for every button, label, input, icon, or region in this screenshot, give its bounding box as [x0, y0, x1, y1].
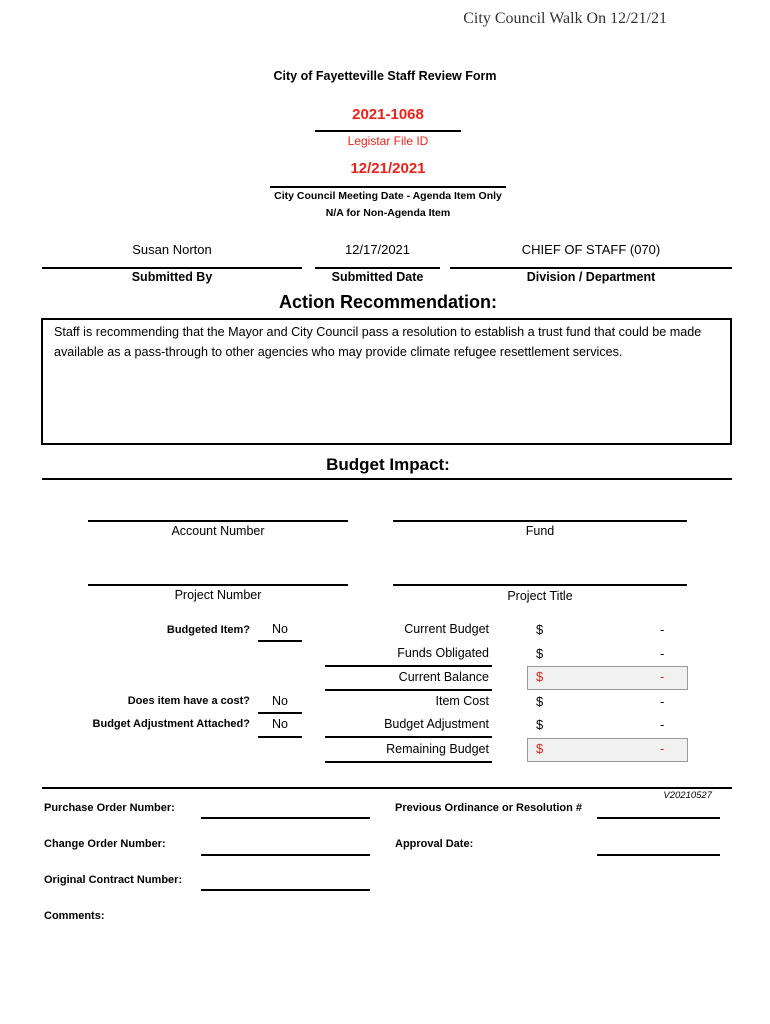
budget-bottom-line [42, 787, 732, 789]
project-title-line [393, 584, 687, 586]
budget-adjustment-label: Budget Adjustment [384, 717, 489, 731]
comments-label: Comments: [44, 910, 105, 922]
original-contract-field[interactable] [201, 889, 370, 891]
approval-date-label: Approval Date: [395, 838, 474, 850]
prev-ordinance-label: Previous Ordinance or Resolution # [395, 802, 583, 814]
remaining-budget-value: - [660, 741, 665, 756]
meeting-date-underline [270, 186, 506, 188]
budget-heading-line [42, 478, 732, 480]
budgeted-item-label: Budgeted Item? [166, 624, 250, 636]
action-text: Staff is recommending that the Mayor and City Council pass a resolution to establish a trust fund that could be made available as a pass-through to other agencies who may provide climate refugee resettlement services. [54, 325, 702, 359]
funds-obligated-currency: $ [536, 646, 544, 661]
project-title-label: Project Title [507, 589, 573, 603]
meeting-date: 12/21/2021 [350, 160, 426, 177]
current-balance-value: - [660, 669, 665, 684]
walk-on-note: City Council Walk On 12/21/21 [463, 10, 667, 27]
form-title: City of Fayetteville Staff Review Form [273, 69, 497, 83]
budgeted-item-line [258, 640, 302, 642]
item-cost-currency: $ [536, 694, 544, 709]
po-number-field[interactable] [201, 817, 370, 819]
item-cost-value: - [660, 694, 665, 709]
current-balance-line [325, 689, 492, 691]
approval-date-field[interactable] [597, 854, 720, 856]
adjustment-attached-value: No [272, 717, 288, 731]
item-cost-label: Item Cost [435, 694, 489, 708]
po-number-label: Purchase Order Number: [44, 802, 175, 814]
current-balance-currency: $ [536, 669, 544, 684]
remaining-budget-label: Remaining Budget [386, 742, 489, 756]
action-heading: Action Recommendation: [278, 292, 497, 312]
change-order-label: Change Order Number: [44, 838, 166, 850]
current-budget-currency: $ [536, 622, 544, 637]
meeting-label: City Council Meeting Date - Agenda Item Only [274, 190, 502, 202]
account-number-label: Account Number [171, 524, 265, 538]
project-number-label: Project Number [174, 588, 262, 602]
submitted-by-label: Submitted By [131, 270, 213, 284]
remaining-budget-line [325, 761, 492, 763]
submitted-by-line [42, 267, 302, 269]
budget-adjustment-value: - [660, 717, 665, 732]
fund-line [393, 520, 687, 522]
funds-obligated-label: Funds Obligated [397, 646, 489, 660]
submitted-date-line [315, 267, 440, 269]
current-balance-label: Current Balance [398, 670, 489, 684]
version-label: V20210527 [663, 790, 712, 801]
budgeted-item-value: No [272, 622, 288, 636]
legistar-label: Legistar File ID [347, 134, 429, 148]
budget-adjustment-currency: $ [536, 717, 544, 732]
division-value: CHIEF OF STAFF (070) [521, 242, 661, 257]
submitted-date-value: 12/17/2021 [344, 242, 411, 257]
has-cost-line [258, 712, 302, 714]
division-label: Division / Department [526, 270, 656, 284]
budget-adjustment-line [325, 736, 492, 738]
project-number-line [88, 584, 348, 586]
prev-ordinance-field[interactable] [597, 817, 720, 819]
has-cost-label: Does item have a cost? [127, 695, 250, 707]
action-box [41, 318, 732, 445]
meeting-label-na: N/A for Non-Agenda Item [325, 207, 451, 219]
account-number-line [88, 520, 348, 522]
adjustment-attached-label: Budget Adjustment Attached? [92, 718, 250, 730]
submitted-date-label: Submitted Date [331, 270, 424, 284]
submitted-by-value: Susan Norton [132, 242, 212, 257]
fund-label: Fund [525, 524, 555, 538]
legistar-id: 2021-1068 [352, 106, 424, 123]
budget-heading: Budget Impact: [326, 455, 450, 474]
adjustment-attached-line [258, 736, 302, 738]
has-cost-value: No [272, 694, 288, 708]
legistar-underline [315, 130, 461, 132]
funds-obligated-line [325, 665, 492, 667]
current-budget-label: Current Budget [404, 622, 489, 636]
division-line [450, 267, 732, 269]
funds-obligated-value: - [660, 646, 665, 661]
current-budget-value: - [660, 622, 665, 637]
change-order-field[interactable] [201, 854, 370, 856]
original-contract-label: Original Contract Number: [44, 874, 183, 886]
remaining-budget-currency: $ [536, 741, 544, 756]
